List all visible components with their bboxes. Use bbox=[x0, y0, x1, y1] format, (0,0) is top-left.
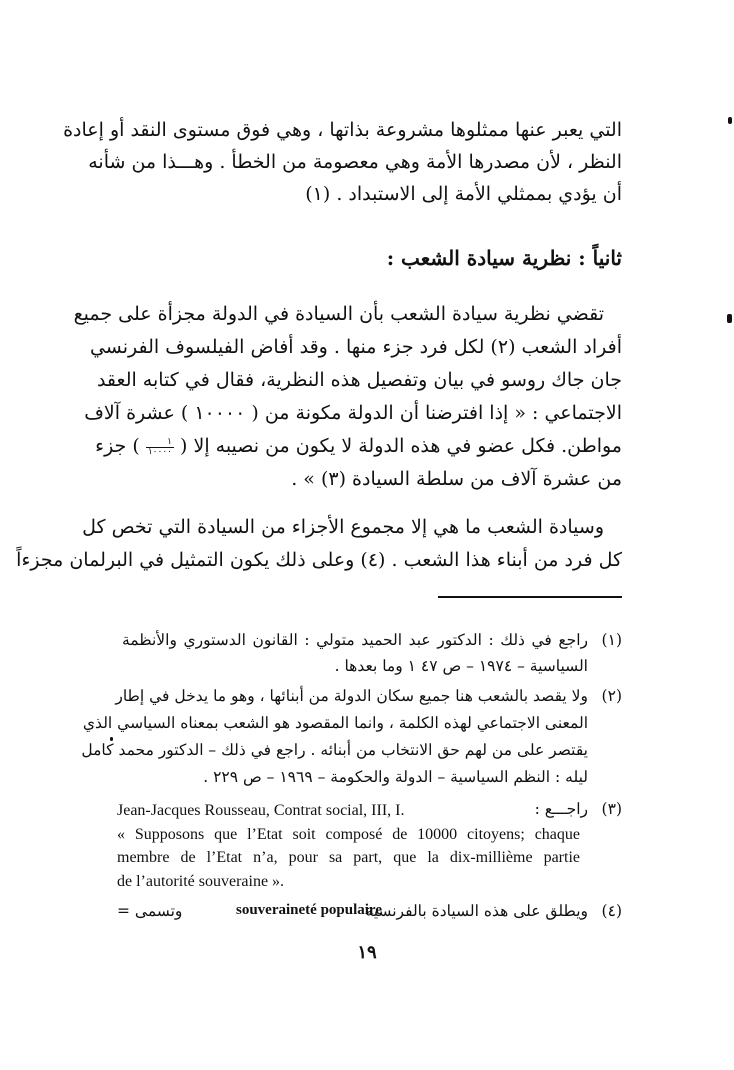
fraction-numerator: ١ bbox=[146, 438, 174, 448]
scan-mark bbox=[727, 314, 732, 323]
footnote-line: السياسية – ١٩٧٤ – ص ٤٧ ١ وما بعدها . bbox=[334, 657, 588, 675]
footnote-latin-term: souveraineté populaire bbox=[236, 902, 382, 918]
body-line: أن يؤدي بممثلي الأمة إلى الاستبداد . (١) bbox=[305, 183, 622, 205]
body-line: وسيادة الشعب ما هي إلا مجموع الأجزاء من السيادة التي تخص كل bbox=[82, 516, 604, 538]
scan-mark bbox=[728, 117, 732, 124]
footnote-latin-line: Jean-Jacques Rousseau, Contrat social, III, I. bbox=[117, 802, 405, 819]
body-line: الاجتماعي : « إذا افترضنا أن الدولة مكونة من ( ١٠٠٠٠ ) عشرة آلاف bbox=[84, 402, 622, 424]
footnote-line: ولا يقصد بالشعب هنا جميع سكان الدولة من أبنائها ، وهو ما يدخل في إطار bbox=[115, 687, 588, 705]
fraction bbox=[146, 438, 174, 457]
body-line: من عشرة آلاف من سلطة السيادة (٣) » . bbox=[291, 468, 622, 490]
footnote-latin-line: « Supposons que l’Etat soit composé de 10000 citoyens; chaque bbox=[117, 826, 580, 843]
line-text-after: ) جزء bbox=[95, 435, 140, 457]
body-line: جان جاك روسو في بيان وتفصيل هذه النظرية، فقال في كتابه العقد bbox=[96, 369, 622, 391]
footnote-line: يقتصر على من لهم حق الانتخاب من أبنائه . راجع في ذلك – الدكتور محمد كامل bbox=[81, 741, 588, 759]
body-line: التي يعبر عنها ممثلوها مشروعة بذاتها ، وهي فوق مستوى النقد أو إعادة bbox=[63, 119, 622, 141]
body-line-with-fraction bbox=[95, 432, 622, 460]
body-line: كل فرد من أبناء هذا الشعب . (٤) وعلى ذلك يكون التمثيل في البرلمان مجزءاً bbox=[16, 549, 622, 571]
footnote-line: راجع في ذلك : الدكتور عبد الحميد متولي : القانون الدستوري والأنظمة bbox=[122, 631, 588, 649]
body-line: النظر ، لأن مصدرها الأمة وهي معصومة من الخطأ . وهـــذا من شأنه bbox=[88, 151, 622, 173]
page-number: ١٩ bbox=[357, 942, 377, 963]
section-heading: ثانياً : نظرية سيادة الشعب : bbox=[386, 246, 622, 270]
footnote-text-before: ويطلق على هذه السيادة بالفرنسية bbox=[365, 902, 588, 920]
body-line: تقضي نظرية سيادة الشعب بأن السيادة في الدولة مجزأة على جميع bbox=[73, 303, 604, 325]
footnote-number: (٣) bbox=[601, 800, 622, 818]
footnote-rule bbox=[438, 596, 622, 598]
footnote-label: راجـــع : bbox=[534, 800, 588, 818]
line-text-before: مواطن. فكل عضو في هذه الدولة لا يكون من نصيبه إلا ( bbox=[180, 435, 622, 457]
footnote-number: (١) bbox=[601, 631, 622, 649]
footnote-number: (٢) bbox=[601, 687, 622, 705]
scan-mark bbox=[110, 737, 113, 741]
footnote-latin-line: membre de l’Etat n’a, pour sa part, que la dix-millième partie bbox=[117, 849, 580, 866]
body-line: أفراد الشعب (٢) لكل فرد جزء منها . وقد أفاض الفيلسوف الفرنسي bbox=[89, 336, 622, 358]
fraction-denominator: ١٠٠٠٠ bbox=[147, 446, 172, 457]
footnote-number: (٤) bbox=[601, 902, 622, 920]
footnote-text-after: وتسمى = bbox=[117, 902, 183, 920]
footnote-line: المعنى الاجتماعي لهذه الكلمة ، وانما المقصود هو الشعب بمعناه السياسي الذي bbox=[82, 714, 588, 732]
footnote-line: ليله : النظم السياسية – الدولة والحكومة – ١٩٦٩ – ص ٢٢٩ . bbox=[203, 768, 588, 786]
footnote-latin-line: de l’autorité souveraine ». bbox=[117, 873, 285, 890]
